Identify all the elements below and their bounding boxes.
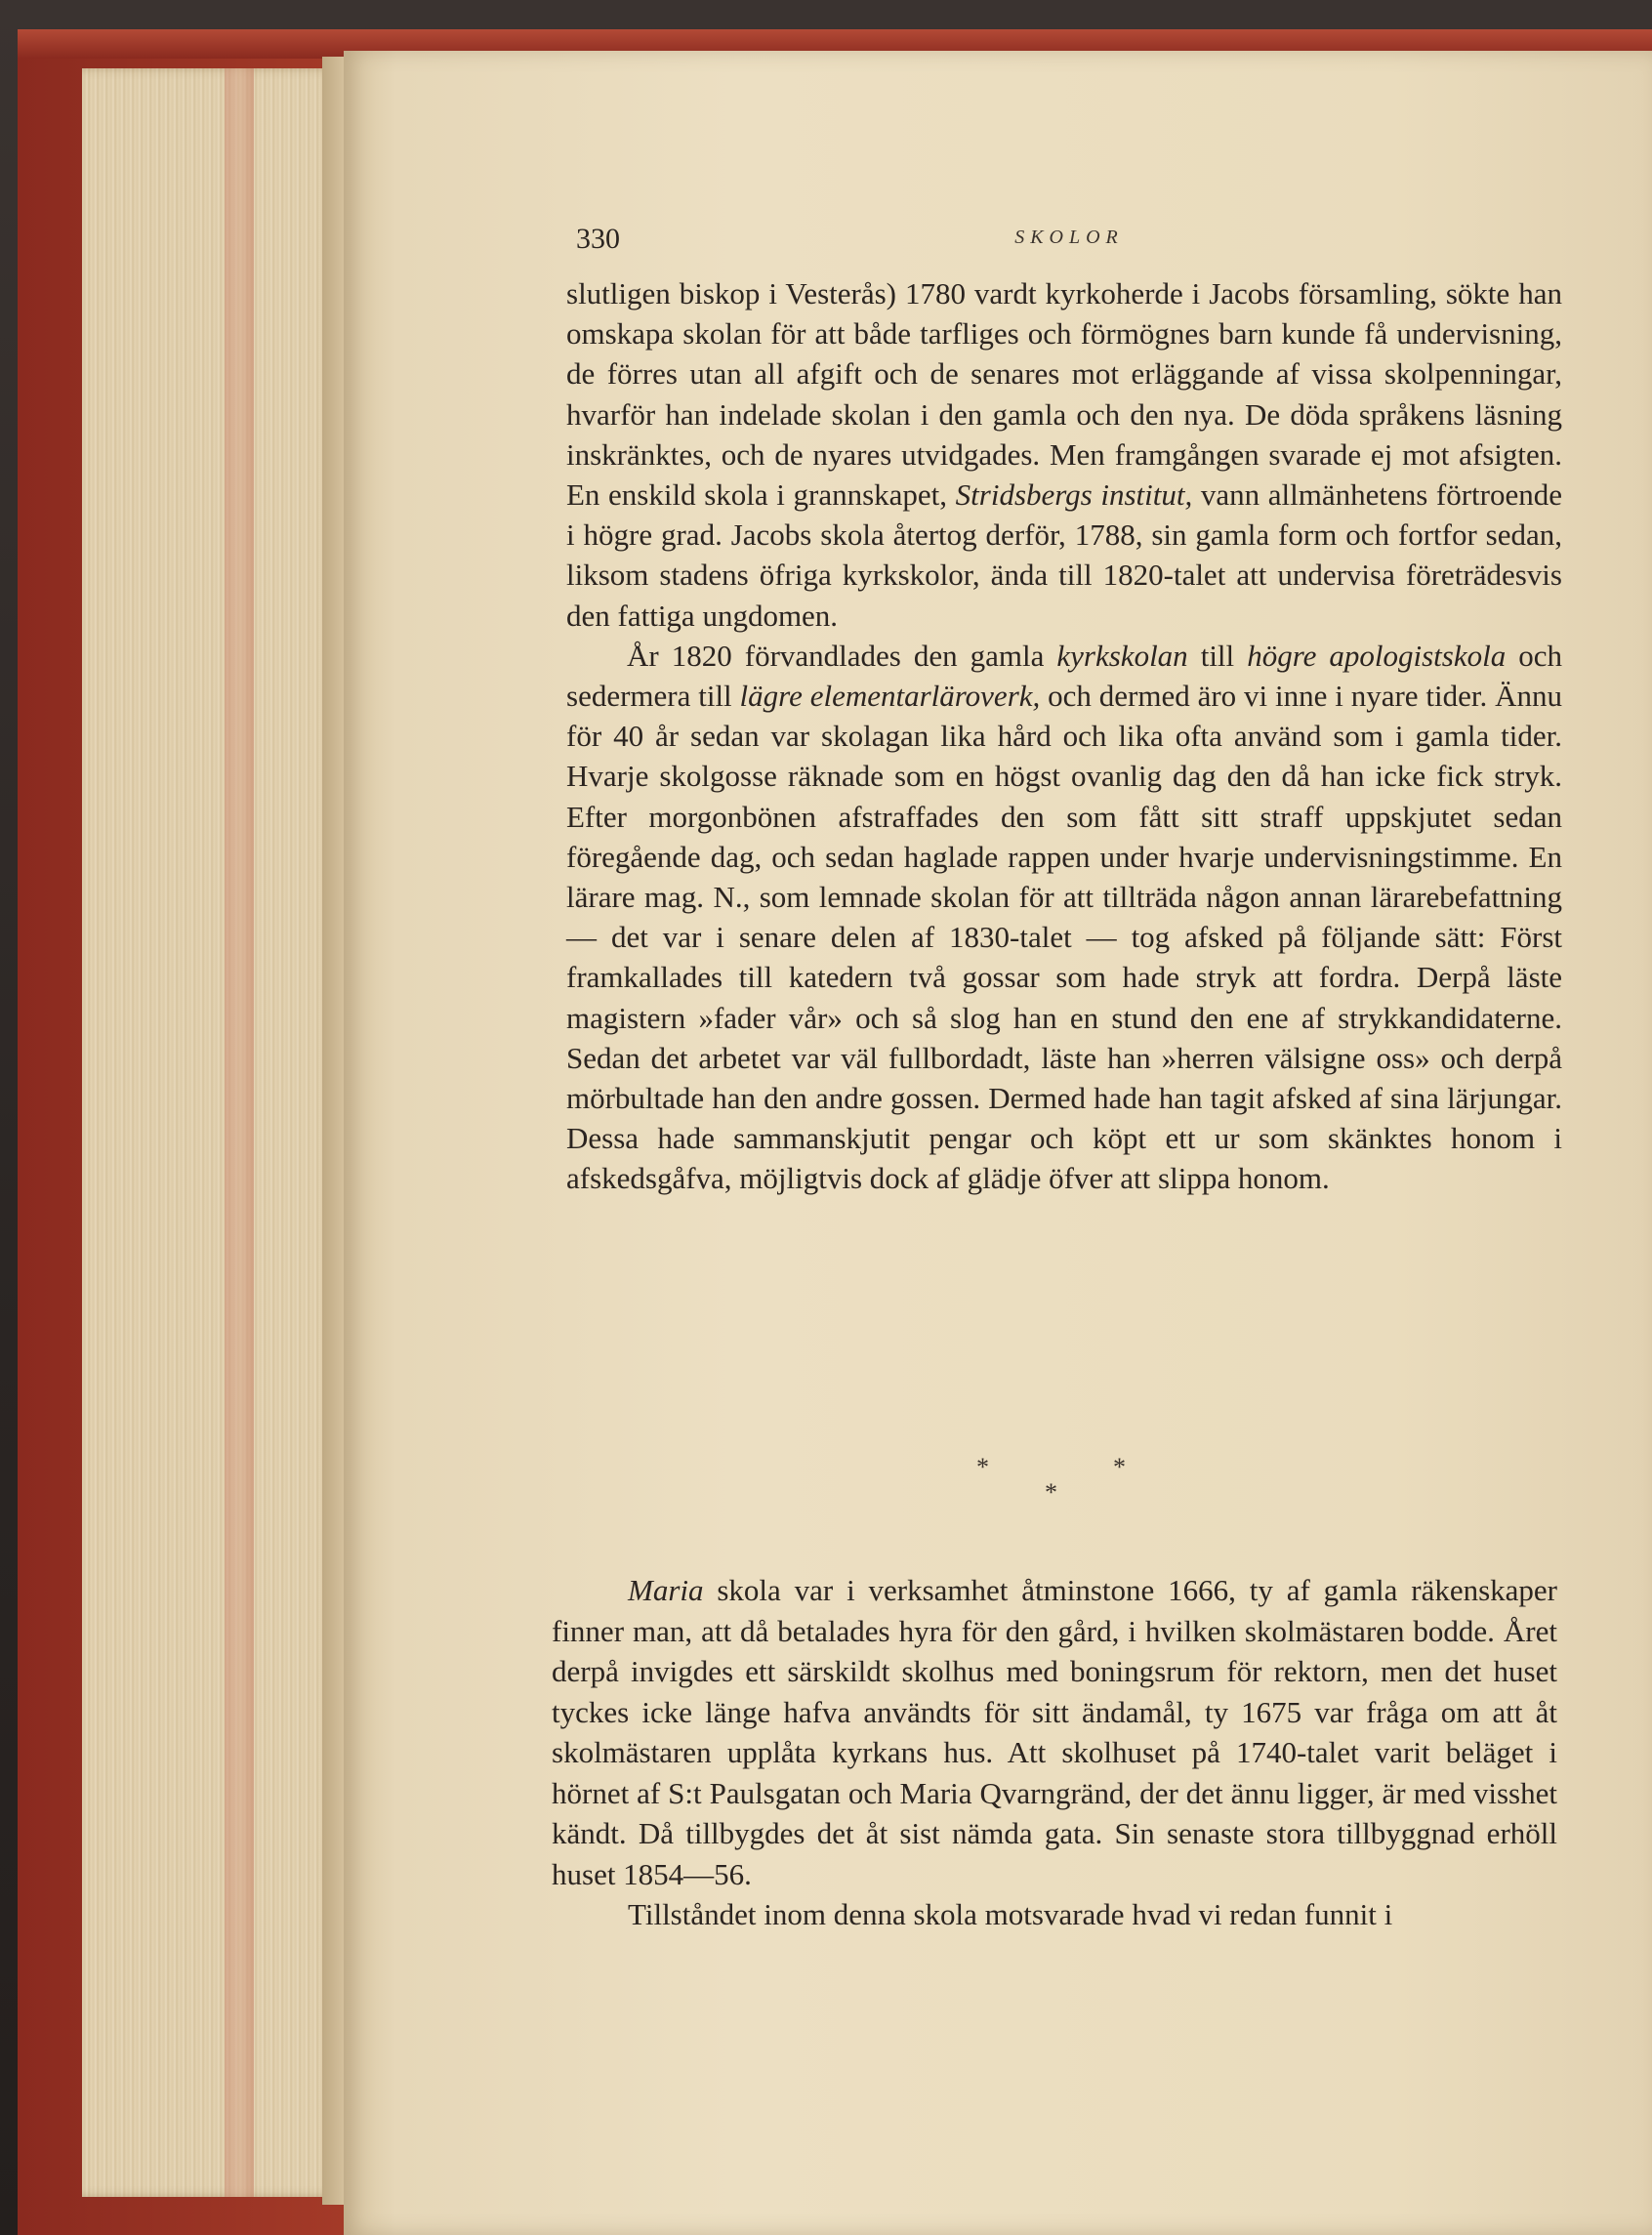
paragraph: Maria skola var i verksamhet åtminstone 1666, ty af gamla räkenskaper finner man, att då betalades hyra för den gård, i hvilken skolmästaren bodde. Året derpå invigdes ett särskildt skolhus med boningsrum för rektorn, men det huset tyckes icke länge hafva användts för sitt ändamål, ty 1675 var fråga om att åt skolmästaren upplåta kyrkans hus. Att skolhuset på 1740-talet varit beläget i hörnet af S:t Paulsgatan och Maria Qvarngränd, der det ännu ligger, är med visshet kändt. Då tillbygdes det åt sist nämda gata. Sin senaste stora tillbyggnad erhöll huset 1854—56. <box>552 1573 1557 1891</box>
asterisk-right: * <box>1113 1453 1126 1481</box>
section-separator <box>976 1453 1152 1521</box>
running-title: SKOLOR <box>1014 227 1124 248</box>
page-number: 330 <box>576 223 620 255</box>
page-edges <box>82 68 346 2197</box>
paragraph: År 1820 förvandlades den gamla kyrkskolan till högre apologistskola och sedermera till lägre elementarläroverk, och dermed äro vi inne i nyare tider. Ännu för 40 år sedan var skolagan lika hård och lika ofta använd som i gamla tider. Hvarje skolgosse räknade som en högst ovanlig dag den då han icke fick stryk. Efter morgonbönen afstraffades den som fått sitt straff uppskjutet sedan föregående dag, och sedan haglade rappen under hvarje undervisningstimme. En lärare mag. N., som lemnade skolan för att tillträda någon annan lärarebefattning — det var i senare delen af 1830-talet — tog afsked på följande sätt: Först framkallades till katedern två gossar som hade stryk att fordra. Derpå läste magistern »fader vår» och så slog han en stund den ene af strykkandidaterne. Sedan det arbetet var väl fullbordadt, läste han »herren välsigne oss» och derpå mörbultade han den andre gossen. Dermed hade han tagit afsked af sina lärjungar. Dessa hade sammanskjutit pengar och köpt ett ur som skänktes honom i afskedsgåfva, möjligtvis dock af glädje öfver att slippa honom. <box>566 638 1563 1196</box>
asterisk-bottom: * <box>1045 1478 1057 1507</box>
section-one <box>566 273 1562 1199</box>
page-edges-tint <box>225 68 254 2197</box>
section-two <box>552 1570 1557 1935</box>
page-header <box>576 223 1562 262</box>
paragraph: Tillståndet inom denna skola motsvarade hvad vi redan funnit i <box>628 1897 1393 1931</box>
paragraph: slutligen biskop i Vesterås) 1780 vardt kyrkoherde i Jacobs församling, sökte han omskapa skolan för att både tarfliges och förmögnes barn kunde få undervisning, de förres utan all afgift och de senares mot erläggande af vissa skolpenningar, hvarför han indelade skolan i den gamla och den nya. De döda språkens läsning inskränktes, och de nyares utvidgades. Men framgången svarade ej mot afsigten. En enskild skola i grannskapet, Stridsbergs institut, vann allmänhetens förtroende i högre grad. Jacobs skola återtog derför, 1788, sin gamla form och fortfor sedan, liksom stadens öfriga kyrkskolor, ända till 1820-talet att undervisa företrädesvis den fattiga ungdomen. <box>566 276 1563 633</box>
asterisk-left: * <box>976 1453 989 1481</box>
